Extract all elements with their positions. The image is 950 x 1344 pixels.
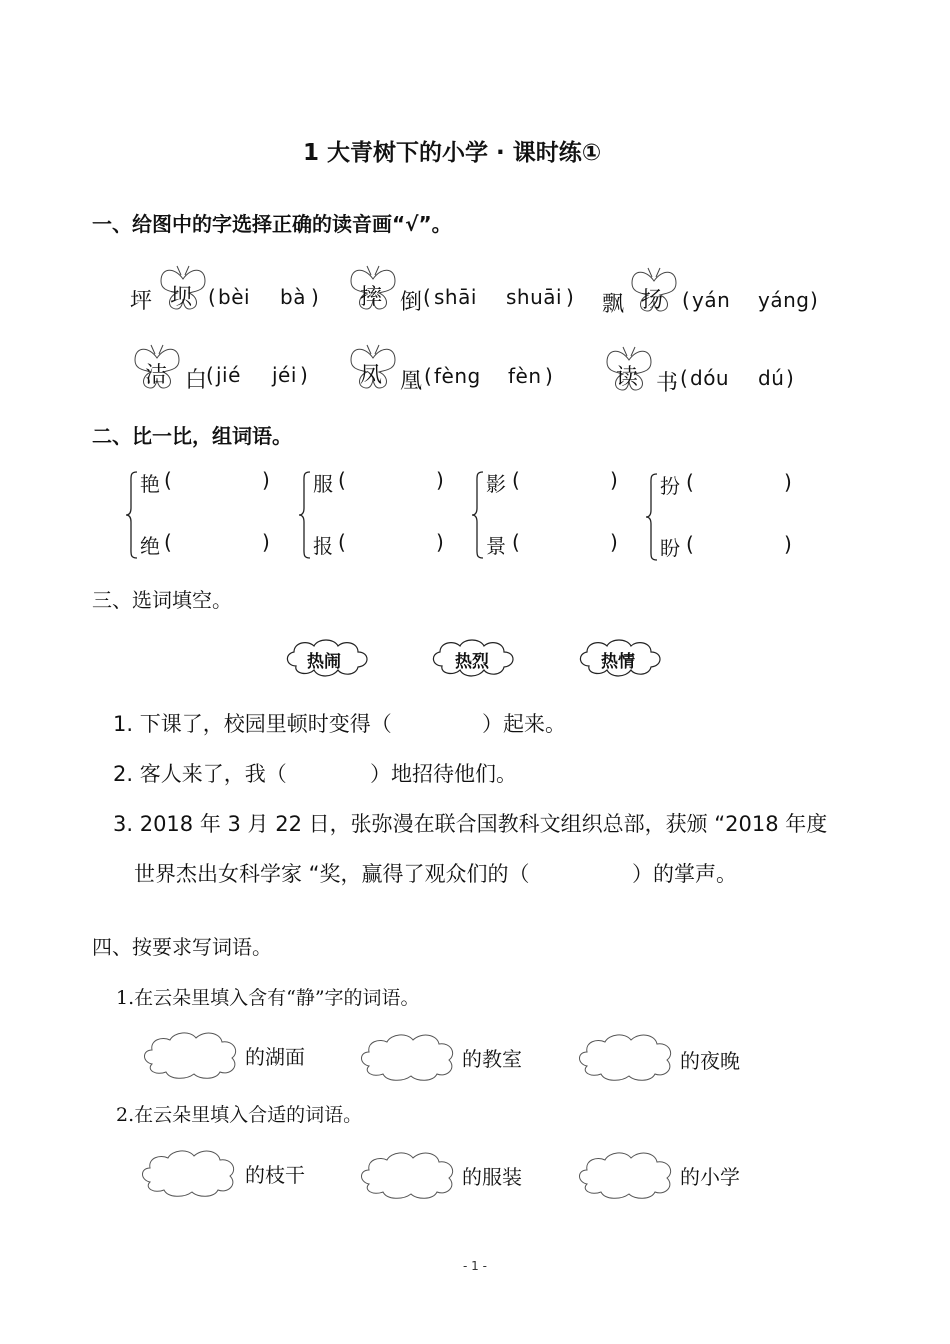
s1-item3-opt2[interactable]: yáng	[758, 288, 810, 312]
s1-item6-opt2[interactable]: dú	[758, 366, 785, 390]
s3-q3-line2-pre: 世界杰出女科学家 “奖，赢得了观众们的（	[134, 862, 530, 886]
s1-item4-post: 白	[185, 368, 208, 393]
s2-g3-top: 影	[486, 472, 506, 496]
s1-item2-close: )	[566, 285, 575, 309]
s4-sub2: 2.在云朵里填入合适的词语。	[116, 1104, 363, 1126]
cloud-icon	[140, 1028, 244, 1082]
s2-g4-top-close: )	[784, 470, 792, 494]
s1-item2-opt2[interactable]: shuāi	[506, 285, 563, 309]
s2-g1-top-open: (	[164, 468, 172, 492]
section4-heading: 四、按要求写词语。	[92, 935, 272, 959]
s1-item4-char: 洁	[145, 363, 168, 388]
section1-heading: 一、给图中的字选择正确的读音画“√”。	[92, 212, 452, 236]
cloud-icon	[357, 1030, 461, 1084]
s2-g1-bottom-open: (	[164, 530, 172, 554]
cloud-icon	[357, 1148, 461, 1202]
s2-g3-top-open: (	[512, 468, 520, 492]
s2-g4-bottom-close: )	[784, 532, 792, 556]
s2-g1-top-close: )	[262, 468, 270, 492]
section3-heading: 三、选词填空。	[92, 588, 232, 612]
s1-item6-close: )	[786, 366, 795, 390]
s1-item4-opt2[interactable]: jéi	[272, 363, 297, 387]
s1-item6-post: 书	[656, 371, 679, 396]
brace-icon	[470, 470, 484, 560]
s2-g4-top: 扮	[660, 474, 680, 498]
brace-icon	[124, 470, 138, 560]
s4-sub1: 1.在云朵里填入含有“静”字的词语。	[116, 987, 420, 1009]
s2-g1-bottom: 绝	[140, 534, 160, 558]
brace-icon	[644, 472, 658, 562]
s2-g1-top: 艳	[140, 472, 160, 496]
s2-g2-top-open: (	[338, 468, 346, 492]
s1-item5-close: )	[545, 364, 554, 388]
s1-item2-opt1[interactable]: shāi	[434, 285, 477, 309]
cloud-icon	[138, 1146, 242, 1200]
s2-g2-bottom-close: )	[436, 530, 444, 554]
cloud-icon	[575, 1148, 679, 1202]
s3-q1-post: ）起来。	[482, 712, 566, 736]
s4-r1-label2: 的教室	[462, 1047, 522, 1071]
s3-q1-pre: 1. 下课了，校园里顿时变得（	[113, 712, 392, 736]
s4-r2-label2: 的服装	[462, 1165, 522, 1189]
s2-g3-bottom-open: (	[512, 530, 520, 554]
s1-item1-opt1[interactable]: bèi	[218, 285, 251, 309]
s1-item3-close: )	[810, 288, 819, 312]
s3-q3-line2-post: ）的掌声。	[632, 862, 737, 886]
s1-item6-opt1[interactable]: dóu	[690, 366, 730, 390]
s2-g2-top: 服	[313, 472, 333, 496]
page-title: 1 大青树下的小学 · 课时练①	[303, 140, 602, 166]
section2-heading: 二、比一比，组词语。	[92, 424, 292, 448]
s3-word1: 热闹	[307, 652, 341, 672]
s1-item3-pre: 飘	[602, 292, 625, 317]
s1-item4-opt1[interactable]: jié	[216, 363, 241, 387]
s1-item4-open: (	[206, 363, 215, 387]
page-number: - 1 -	[463, 1259, 487, 1273]
s1-item2-post: 倒	[400, 290, 423, 315]
s2-g2-top-close: )	[436, 468, 444, 492]
s4-r2-label1: 的枝干	[245, 1163, 305, 1187]
s2-g3-bottom-close: )	[610, 530, 618, 554]
s1-item2-char: 摔	[360, 285, 383, 310]
s2-g4-bottom-open: (	[686, 532, 694, 556]
s1-item3-open: (	[682, 288, 691, 312]
s4-r1-label3: 的夜晚	[680, 1049, 740, 1073]
s2-g2-bottom-open: (	[338, 530, 346, 554]
brace-icon	[297, 470, 311, 560]
s1-item1-open: (	[208, 285, 217, 309]
s1-item5-post: 凰	[400, 369, 423, 394]
s1-item2-open: (	[423, 285, 432, 309]
s1-item6-open: (	[680, 366, 689, 390]
s2-g3-top-close: )	[610, 468, 618, 492]
s2-g1-bottom-close: )	[262, 530, 270, 554]
s1-item1-pre: 坪	[130, 289, 153, 314]
s2-g4-top-open: (	[686, 470, 694, 494]
s2-g3-bottom: 景	[486, 534, 506, 558]
s3-word2: 热烈	[455, 652, 489, 672]
s2-g2-bottom: 报	[313, 534, 333, 558]
s3-q3-line1: 3. 2018 年 3 月 22 日，张弥漫在联合国教科文组织总部，获颁 “2018 年度	[113, 812, 828, 836]
s1-item5-open: (	[424, 364, 433, 388]
s1-item3-char: 扬	[641, 288, 664, 313]
s3-word3: 热情	[601, 652, 635, 672]
s1-item5-opt2[interactable]: fèn	[508, 364, 542, 388]
s3-q2-pre: 2. 客人来了，我（	[113, 762, 287, 786]
s1-item6-char: 读	[616, 365, 639, 390]
s1-item3-opt1[interactable]: yán	[692, 288, 731, 312]
s1-item1-close: )	[311, 285, 320, 309]
s4-r2-label3: 的小学	[680, 1165, 740, 1189]
s1-item4-close: )	[300, 363, 309, 387]
s2-g4-bottom: 盼	[660, 536, 680, 560]
s4-r1-label1: 的湖面	[245, 1045, 305, 1069]
s3-q2-post: ）地招待他们。	[370, 762, 517, 786]
s1-item1-char: 坝	[170, 285, 193, 310]
s1-item1-opt2[interactable]: bà	[280, 285, 306, 309]
s1-item5-char: 凤	[360, 363, 383, 388]
s1-item5-opt1[interactable]: fèng	[434, 364, 481, 388]
cloud-icon	[575, 1030, 679, 1084]
